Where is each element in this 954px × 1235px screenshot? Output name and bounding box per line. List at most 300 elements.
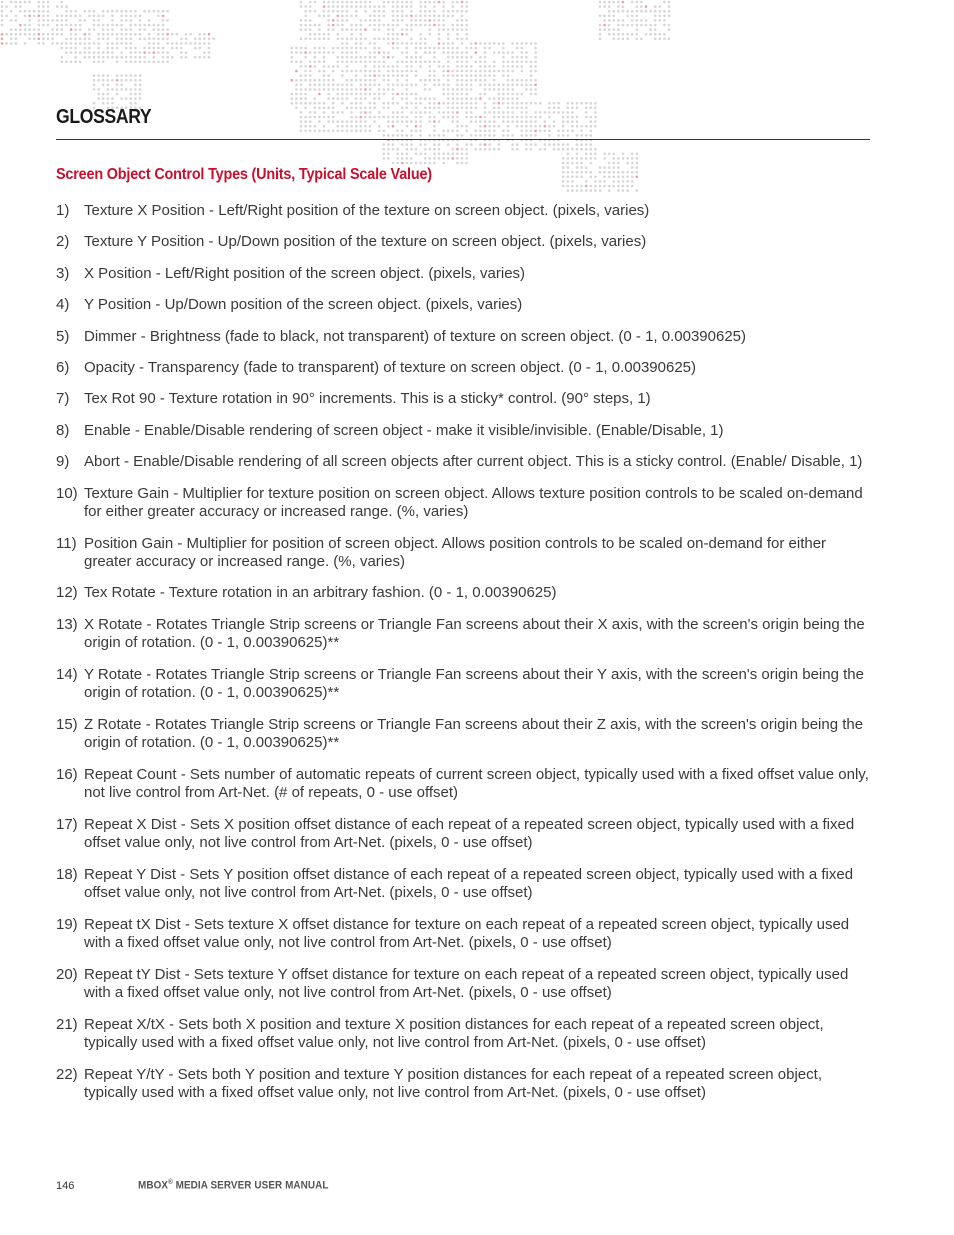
map-dot	[447, 51, 450, 54]
map-dot	[300, 1, 303, 4]
map-dot	[97, 74, 100, 77]
map-dot	[314, 38, 317, 41]
map-dot	[419, 79, 422, 82]
map-dot	[162, 56, 165, 59]
map-dot	[350, 5, 353, 8]
map-dot	[383, 116, 386, 119]
map-dot	[56, 42, 59, 45]
map-dot	[594, 102, 597, 105]
map-dot	[410, 111, 413, 114]
map-dot	[401, 74, 404, 77]
map-dot	[102, 56, 105, 59]
map-dot	[613, 162, 616, 165]
map-dot	[97, 79, 100, 82]
map-dot	[493, 120, 496, 123]
map-dot	[622, 176, 625, 179]
map-dot	[47, 33, 50, 36]
map-dot	[373, 47, 376, 50]
map-dot	[111, 15, 114, 18]
map-dot	[350, 61, 353, 64]
map-dot	[668, 15, 671, 18]
item-text: Repeat tY Dist - Sets texture Y offset distance for texture on each repeat of a repeated screen object, typically used with a fixed offset value only, not live control from Art-Net. (pixels, 0 - use offset)	[84, 965, 849, 1002]
map-dot	[125, 28, 128, 31]
map-dot	[488, 143, 491, 146]
map-dot	[530, 143, 533, 146]
map-dot	[392, 42, 395, 45]
map-dot	[590, 153, 593, 156]
map-dot	[162, 10, 165, 13]
map-dot	[360, 19, 363, 22]
map-dot	[668, 38, 671, 41]
map-dot	[479, 74, 482, 77]
map-dot	[484, 74, 487, 77]
map-dot	[139, 79, 142, 82]
map-dot	[419, 5, 422, 8]
map-dot	[613, 10, 616, 13]
map-dot	[107, 97, 110, 100]
map-dot	[576, 148, 579, 151]
map-dot	[387, 120, 390, 123]
map-dot	[369, 56, 372, 59]
map-dot	[502, 65, 505, 68]
map-dot	[153, 42, 156, 45]
map-dot	[396, 153, 399, 156]
map-dot	[364, 65, 367, 68]
map-dot	[392, 24, 395, 27]
map-dot	[636, 15, 639, 18]
map-dot	[442, 42, 445, 45]
map-dot	[139, 56, 142, 59]
map-dot	[392, 47, 395, 50]
map-dot	[392, 38, 395, 41]
map-dot	[19, 28, 22, 31]
map-dot	[369, 74, 372, 77]
map-dot	[107, 56, 110, 59]
map-dot	[521, 116, 524, 119]
map-dot	[378, 38, 381, 41]
map-dot	[116, 79, 119, 82]
map-dot	[668, 1, 671, 4]
map-dot	[447, 84, 450, 87]
map-dot	[10, 28, 13, 31]
map-dot	[378, 70, 381, 73]
map-dot	[613, 157, 616, 160]
map-dot	[521, 134, 524, 137]
map-dot	[406, 42, 409, 45]
item-text: Repeat X/tX - Sets both X position and texture X position distances for each repeat of a repeated screen object, typically used with a fixed offset value only, not live control from Art-Net. (pixels, 0 - use offset)	[84, 1015, 824, 1052]
map-dot	[1, 15, 4, 18]
map-dot	[585, 153, 588, 156]
map-dot	[139, 19, 142, 22]
map-dot	[171, 47, 174, 50]
map-dot	[396, 93, 399, 96]
item-number: 21)	[56, 1015, 78, 1033]
map-dot	[180, 56, 183, 59]
map-dot	[318, 51, 321, 54]
map-dot	[373, 120, 376, 123]
map-dot	[585, 166, 588, 169]
map-dot	[475, 79, 478, 82]
map-dot	[291, 61, 294, 64]
map-dot	[143, 10, 146, 13]
map-dot	[28, 15, 31, 18]
map-dot	[327, 65, 330, 68]
map-dot	[562, 180, 565, 183]
map-dot	[401, 143, 404, 146]
map-dot	[622, 171, 625, 174]
map-dot	[401, 51, 404, 54]
map-dot	[507, 107, 510, 110]
map-dot	[613, 19, 616, 22]
map-dot	[576, 134, 579, 137]
map-dot	[525, 143, 528, 146]
map-dot	[613, 1, 616, 4]
map-dot	[97, 93, 100, 96]
map-dot	[42, 1, 45, 4]
map-dot	[47, 1, 50, 4]
map-dot	[383, 79, 386, 82]
map-dot	[396, 65, 399, 68]
map-dot	[516, 93, 519, 96]
map-dot	[396, 38, 399, 41]
map-dot	[84, 19, 87, 22]
item-number: 20)	[56, 965, 78, 983]
map-dot	[470, 116, 473, 119]
map-dot	[148, 19, 151, 22]
map-dot	[102, 51, 105, 54]
map-dot	[608, 10, 611, 13]
map-dot	[663, 38, 666, 41]
map-dot	[603, 157, 606, 160]
map-dot	[70, 61, 73, 64]
map-dot	[116, 42, 119, 45]
map-dot	[157, 28, 160, 31]
map-dot	[314, 65, 317, 68]
map-dot	[530, 134, 533, 137]
map-dot	[373, 97, 376, 100]
map-dot	[61, 61, 64, 64]
map-dot	[525, 56, 528, 59]
map-dot	[465, 93, 468, 96]
map-dot	[157, 33, 160, 36]
map-dot	[318, 28, 321, 31]
map-dot	[521, 84, 524, 87]
map-dot	[162, 19, 165, 22]
map-dot	[143, 24, 146, 27]
map-dot	[383, 153, 386, 156]
map-dot	[438, 33, 441, 36]
map-dot	[456, 74, 459, 77]
map-dot	[134, 33, 137, 36]
map-dot	[180, 42, 183, 45]
map-dot	[33, 28, 36, 31]
map-dot	[530, 65, 533, 68]
map-dot	[488, 120, 491, 123]
map-dot	[622, 1, 625, 4]
map-dot	[134, 56, 137, 59]
map-dot	[452, 24, 455, 27]
map-dot	[511, 65, 514, 68]
map-dot	[166, 19, 169, 22]
map-dot	[28, 24, 31, 27]
map-dot	[516, 107, 519, 110]
map-dot	[61, 5, 64, 8]
map-dot	[1, 5, 4, 8]
map-dot	[465, 162, 468, 165]
map-dot	[571, 111, 574, 114]
map-dot	[350, 93, 353, 96]
map-dot	[438, 28, 441, 31]
map-dot	[429, 97, 432, 100]
map-dot	[327, 19, 330, 22]
map-dot	[97, 47, 100, 50]
map-dot	[111, 28, 114, 31]
map-dot	[373, 116, 376, 119]
map-dot	[360, 56, 363, 59]
map-dot	[337, 125, 340, 128]
map-dot	[332, 65, 335, 68]
map-dot	[498, 93, 501, 96]
list-item	[56, 716, 870, 753]
map-dot	[107, 74, 110, 77]
map-dot	[134, 88, 137, 91]
map-dot	[488, 47, 491, 50]
map-dot	[530, 116, 533, 119]
map-dot	[341, 42, 344, 45]
map-dot	[456, 38, 459, 41]
map-dot	[148, 10, 151, 13]
map-dot	[429, 51, 432, 54]
map-dot	[465, 102, 468, 105]
map-dot	[534, 65, 537, 68]
map-dot	[392, 28, 395, 31]
map-dot	[97, 61, 100, 64]
map-dot	[562, 120, 565, 123]
map-dot	[475, 47, 478, 50]
map-dot	[622, 33, 625, 36]
map-dot	[465, 24, 468, 27]
map-dot	[10, 10, 13, 13]
map-dot	[97, 38, 100, 41]
map-dot	[488, 125, 491, 128]
map-dot	[318, 130, 321, 133]
map-dot	[631, 176, 634, 179]
list-item	[56, 485, 870, 522]
map-dot	[525, 84, 528, 87]
map-dot	[534, 47, 537, 50]
map-dot	[350, 70, 353, 73]
map-dot	[465, 1, 468, 4]
map-dot	[130, 15, 133, 18]
map-dot	[433, 70, 436, 73]
map-dot	[608, 166, 611, 169]
map-dot	[10, 33, 13, 36]
map-dot	[300, 24, 303, 27]
map-dot	[120, 19, 123, 22]
map-dot	[567, 189, 570, 192]
map-dot	[424, 79, 427, 82]
map-dot	[410, 162, 413, 165]
map-dot	[378, 116, 381, 119]
map-dot	[461, 88, 464, 91]
map-dot	[355, 61, 358, 64]
map-dot	[456, 51, 459, 54]
map-dot	[424, 153, 427, 156]
map-dot	[553, 107, 556, 110]
map-dot	[134, 15, 137, 18]
map-dot	[364, 79, 367, 82]
map-dot	[373, 51, 376, 54]
map-dot	[534, 88, 537, 91]
map-dot	[419, 120, 422, 123]
map-dot	[626, 33, 629, 36]
map-dot	[61, 28, 64, 31]
map-dot	[346, 19, 349, 22]
map-dot	[332, 102, 335, 105]
map-dot	[419, 130, 422, 133]
map-dot	[373, 74, 376, 77]
map-dot	[456, 153, 459, 156]
map-dot	[15, 38, 18, 41]
map-dot	[360, 5, 363, 8]
map-dot	[433, 162, 436, 165]
map-dot	[401, 93, 404, 96]
map-dot	[355, 97, 358, 100]
map-dot	[378, 65, 381, 68]
map-dot	[493, 111, 496, 114]
map-dot	[364, 130, 367, 133]
list-item	[56, 359, 870, 378]
map-dot	[392, 5, 395, 8]
list-item	[56, 296, 870, 315]
map-dot	[493, 70, 496, 73]
map-dot	[599, 5, 602, 8]
map-dot	[502, 74, 505, 77]
map-dot	[355, 5, 358, 8]
map-dot	[97, 51, 100, 54]
map-dot	[419, 38, 422, 41]
map-dot	[341, 102, 344, 105]
map-dot	[396, 33, 399, 36]
map-dot	[433, 1, 436, 4]
map-dot	[378, 5, 381, 8]
map-dot	[383, 93, 386, 96]
map-dot	[300, 65, 303, 68]
map-dot	[562, 185, 565, 188]
map-dot	[350, 125, 353, 128]
map-dot	[406, 61, 409, 64]
map-dot	[134, 102, 137, 105]
item-number: 7)	[56, 390, 70, 408]
map-dot	[493, 79, 496, 82]
map-dot	[534, 70, 537, 73]
map-dot	[608, 24, 611, 27]
map-dot	[571, 125, 574, 128]
map-dot	[300, 51, 303, 54]
map-dot	[557, 107, 560, 110]
map-dot	[603, 19, 606, 22]
map-dot	[442, 1, 445, 4]
item-number: 22)	[56, 1065, 78, 1083]
map-dot	[346, 5, 349, 8]
map-dot	[636, 171, 639, 174]
item-number: 6)	[56, 358, 70, 376]
map-dot	[479, 148, 482, 151]
map-dot	[406, 1, 409, 4]
map-dot	[433, 102, 436, 105]
map-dot	[74, 10, 77, 13]
map-dot	[341, 10, 344, 13]
map-dot	[603, 176, 606, 179]
map-dot	[626, 176, 629, 179]
map-dot	[484, 134, 487, 137]
item-text: Opacity - Transparency (fade to transparent) of texture on screen object. (0 - 1, 0.00390625)	[84, 358, 696, 376]
map-dot	[396, 148, 399, 151]
map-dot	[530, 74, 533, 77]
map-dot	[107, 38, 110, 41]
map-dot	[346, 120, 349, 123]
map-dot	[442, 116, 445, 119]
map-dot	[130, 61, 133, 64]
map-dot	[415, 70, 418, 73]
map-dot	[38, 5, 41, 8]
map-dot	[461, 19, 464, 22]
map-dot	[493, 116, 496, 119]
map-dot	[419, 19, 422, 22]
map-dot	[346, 97, 349, 100]
map-dot	[369, 5, 372, 8]
map-dot	[392, 97, 395, 100]
map-dot	[125, 79, 128, 82]
map-dot	[401, 153, 404, 156]
map-dot	[475, 148, 478, 151]
map-dot	[484, 79, 487, 82]
map-dot	[148, 38, 151, 41]
map-dot	[410, 93, 413, 96]
map-dot	[396, 70, 399, 73]
map-dot	[130, 42, 133, 45]
map-dot	[130, 74, 133, 77]
map-dot	[378, 19, 381, 22]
map-dot	[567, 180, 570, 183]
map-dot	[599, 15, 602, 18]
map-dot	[442, 51, 445, 54]
map-dot	[567, 148, 570, 151]
map-dot	[557, 134, 560, 137]
map-dot	[580, 134, 583, 137]
map-dot	[300, 79, 303, 82]
map-dot	[433, 74, 436, 77]
map-dot	[654, 10, 657, 13]
map-dot	[360, 107, 363, 110]
map-dot	[111, 102, 114, 105]
map-dot	[346, 28, 349, 31]
map-dot	[38, 15, 41, 18]
map-dot	[355, 38, 358, 41]
map-dot	[369, 42, 372, 45]
map-dot	[525, 42, 528, 45]
map-dot	[392, 1, 395, 4]
map-dot	[419, 153, 422, 156]
map-dot	[153, 24, 156, 27]
map-dot	[378, 93, 381, 96]
section-heading: Screen Object Control Types (Units, Typical Scale Value)	[56, 166, 432, 183]
map-dot	[162, 15, 165, 18]
map-dot	[387, 107, 390, 110]
map-dot	[56, 33, 59, 36]
map-dot	[470, 102, 473, 105]
map-dot	[327, 88, 330, 91]
